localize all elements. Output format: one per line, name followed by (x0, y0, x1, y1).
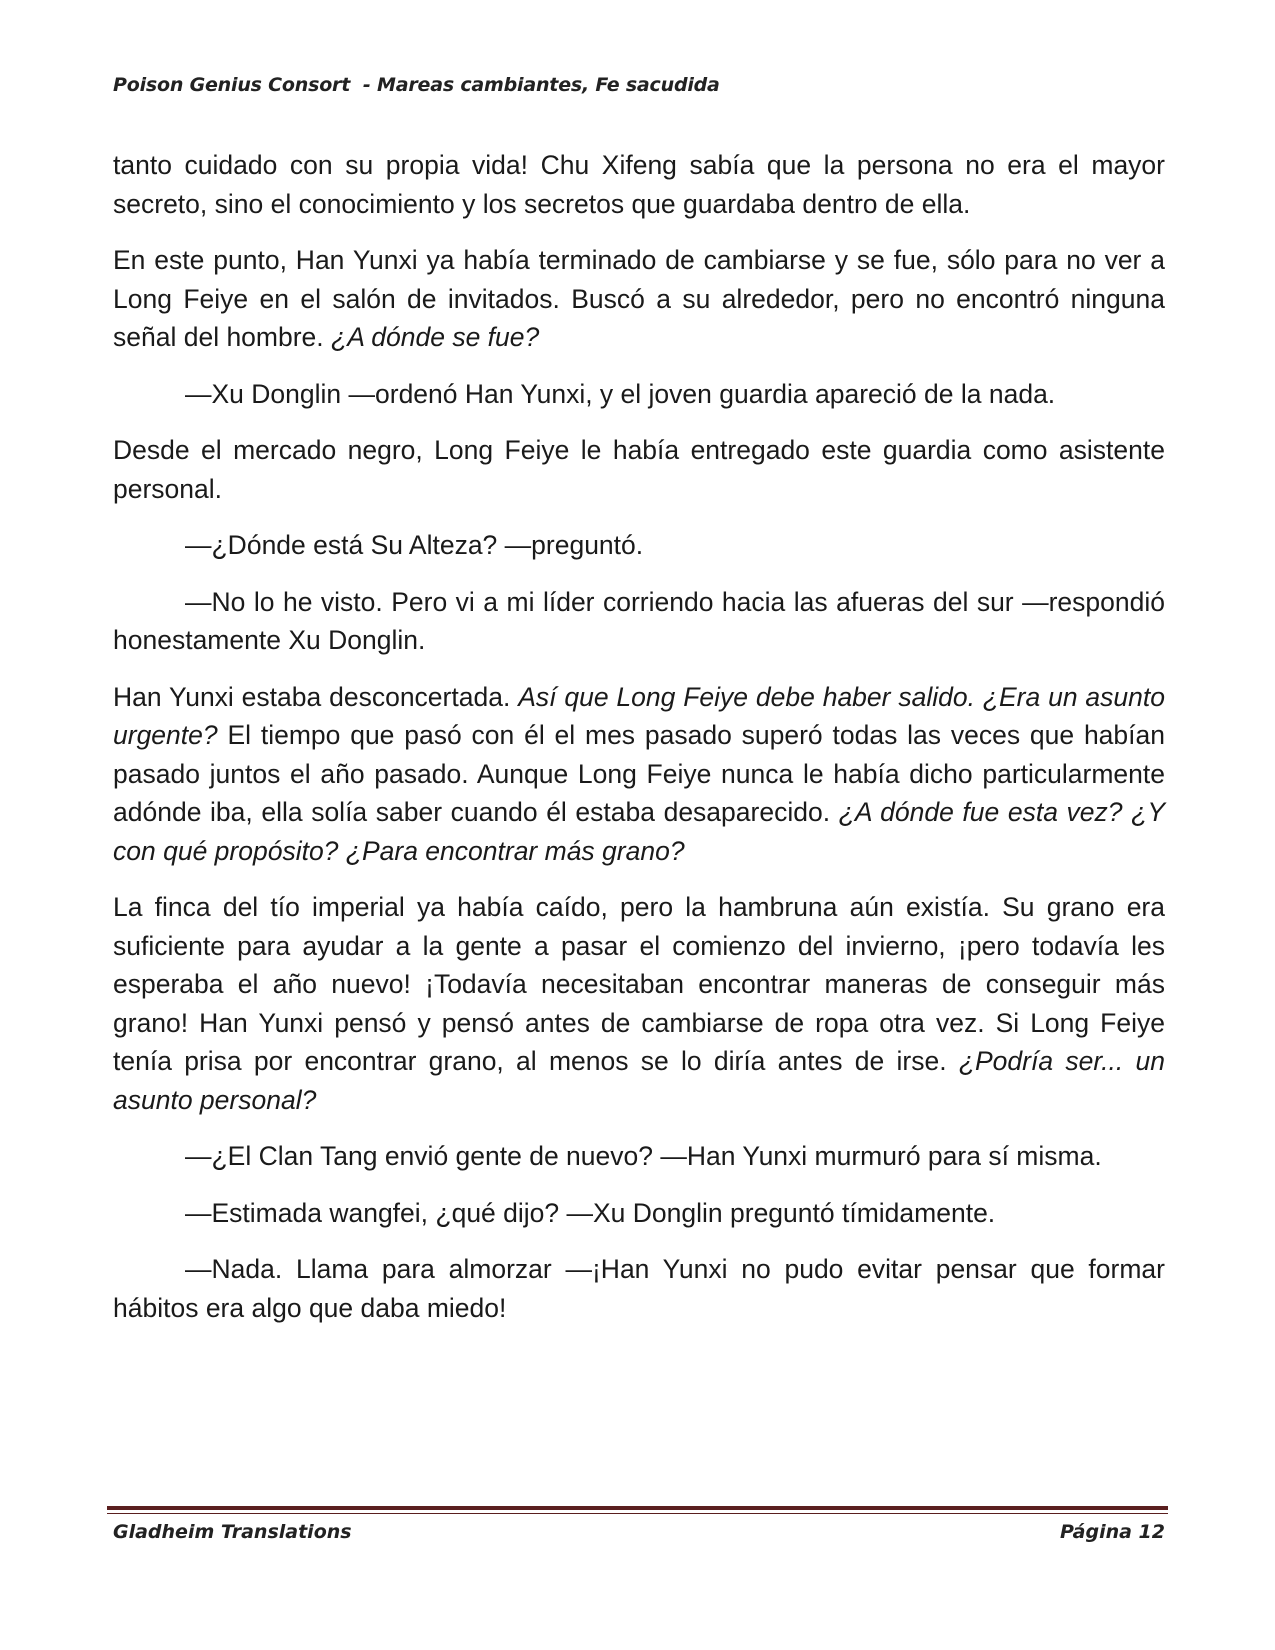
paragraph (113, 1250, 1165, 1327)
paragraph-text: —Xu Donglin —ordenó Han Yunxi, y el joven guardia apareció de la nada. (185, 378, 1056, 409)
footer-rule-thin (107, 1513, 1168, 1514)
paragraph (113, 526, 1165, 565)
paragraph-italic-text: ¿Podría ser... un asunto personal? (113, 1046, 1165, 1115)
paragraph (113, 241, 1165, 357)
paragraph (113, 375, 1165, 414)
paragraph-text: La finca del tío imperial ya había caído, pero la hambruna aún existía. Su grano era suficiente para ayudar a la gente a pasar el comienzo del invierno, ¡pero todavía les esperaba el año nuevo! ¡Todavía necesitaban encontrar maneras de conseguir más grano! Han Yunxi pensó y pensó antes de cambiarse de ropa otra vez. Si Long Feiye tenía prisa por encontrar grano, al menos se lo diría antes de irse. (113, 892, 1165, 1076)
paragraph-text: —¿Dónde está Su Alteza? —preguntó. (185, 530, 644, 560)
paragraph-text: tanto cuidado con su propia vida! Chu Xifeng sabía que la persona no era el mayor secreto, sino el conocimiento y los secretos que guardaba dentro de ella. (113, 150, 1165, 219)
footer-page-number: Página 12 (1059, 1521, 1165, 1543)
page-body (113, 146, 1165, 1345)
paragraph (113, 583, 1165, 660)
paragraph-italic-text: Así que Long Feiye debe haber salido. ¿Era un asunto urgente? (113, 681, 1165, 750)
paragraph (113, 1137, 1165, 1176)
footer-publisher: Gladheim Translations (113, 1521, 352, 1543)
paragraph-italic-text: ¿A dónde fue esta vez? ¿Y con qué propósito? ¿Para encontrar más grano? (113, 797, 1165, 866)
paragraph (113, 146, 1165, 223)
paragraph-text: —Nada. Llama para almorzar —¡Han Yunxi no pudo evitar pensar que formar hábitos era algo que daba miedo! (113, 1254, 1165, 1323)
paragraph-text: Han Yunxi estaba desconcertada. (113, 681, 519, 712)
paragraph-text: En este punto, Han Yunxi ya había terminado de cambiarse y se fue, sólo para no ver a Long Feiye en el salón de invitados. Buscó a su alrededor, pero no encontró ninguna señal del hombre. (113, 245, 1165, 352)
page-header: Poison Genius Consort - Mareas cambiantes, Fe sacudida (113, 74, 720, 96)
paragraph-italic-text: ¿A dónde se fue? (331, 322, 540, 352)
paragraph-text: Desde el mercado negro, Long Feiye le había entregado este guardia como asistente personal. (113, 435, 1165, 504)
paragraph-text: —¿El Clan Tang envió gente de nuevo? —Han Yunxi murmuró para sí misma. (185, 1141, 1102, 1171)
paragraph-text: —No lo he visto. Pero vi a mi líder corriendo hacia las afueras del sur —respondió honestamente Xu Donglin. (113, 586, 1165, 655)
paragraph (113, 431, 1165, 508)
paragraph (113, 678, 1165, 871)
paragraph-text: —Estimada wangfei, ¿qué dijo? —Xu Donglin preguntó tímidamente. (185, 1197, 996, 1228)
footer-rule-thick (107, 1506, 1168, 1510)
page-footer (113, 1521, 1165, 1543)
paragraph (113, 1194, 1165, 1233)
paragraph (113, 888, 1165, 1119)
paragraph-text: El tiempo que pasó con él el mes pasado superó todas las veces que habían pasado juntos el año pasado. Aunque Long Feiye nunca le había dicho particularmente adónde iba, ella solía saber cuando él estaba desaparecido. (113, 720, 1165, 827)
